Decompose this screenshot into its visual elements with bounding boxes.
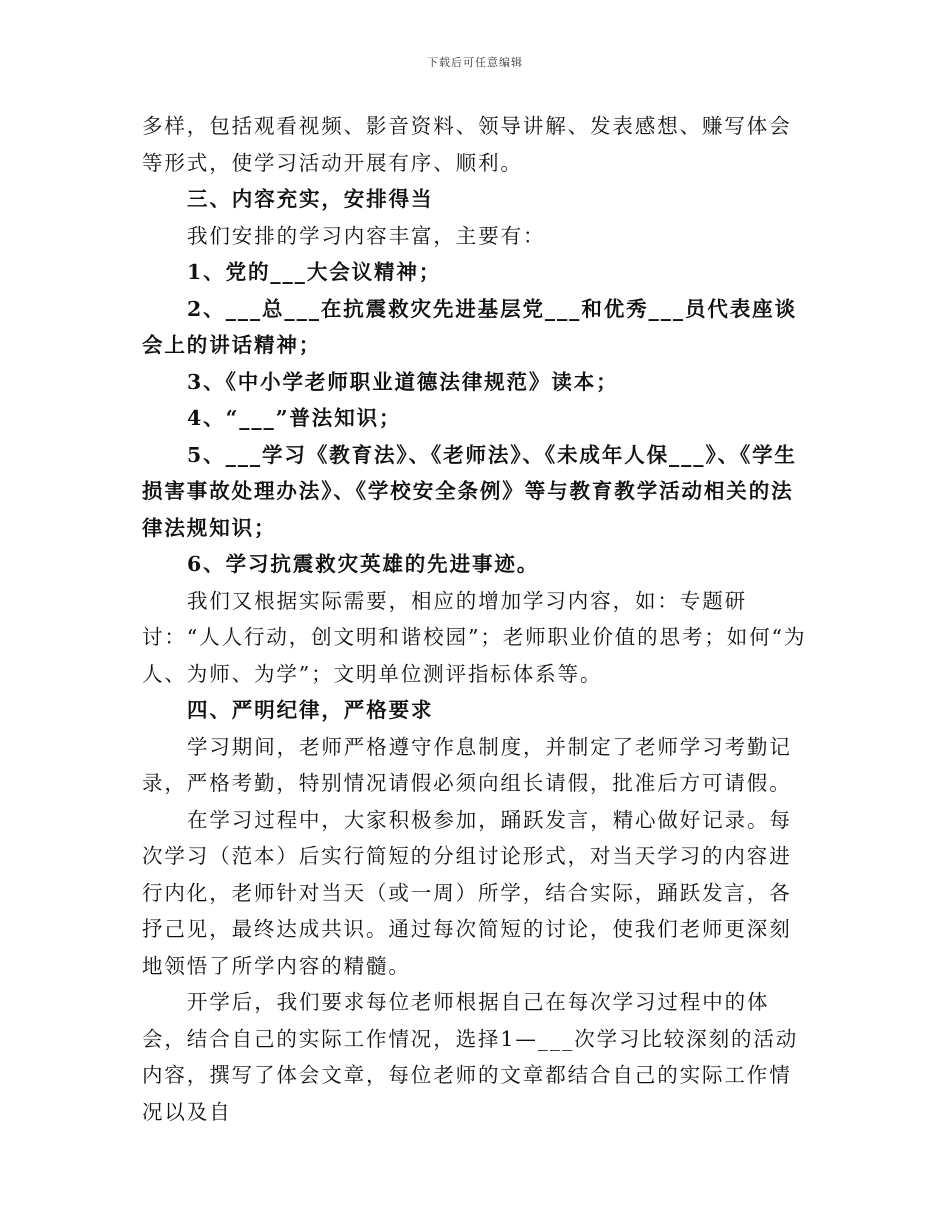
list-item-1: 1、党的___大会议精神；: [187, 260, 442, 284]
list-item-6: 6、学习抗震救灾英雄的先进事迹。: [187, 552, 540, 576]
list-item-5: 5、___学习《教育法》、《老师法》、《未成年人保___》、《学生损害事故处理办法》、《学校安全条例》等与教育教学活动相关的法律法规知识；: [142, 442, 797, 540]
document-body: [142, 108, 812, 1130]
paragraph-attendance: 学习期间，老师严格遵守作息制度，并制定了老师学习考勤记录，严格考勤，特别情况请假必须向组长请假，批准后方可请假。: [142, 734, 792, 795]
list-item-4: 4、“___”普法知识；: [187, 406, 402, 430]
list-item-2: 2、___总___在抗震救灾先进基层党___和优秀___员代表座谈会上的讲话精神；: [142, 296, 797, 357]
page-header: 下载后可任意编辑: [427, 56, 523, 69]
paragraph-discussion: 在学习过程中，大家积极参加，踊跃发言，精心做好记录。每次学习（范本）后实行简短的分组讨论形式，对当天学习的内容进行内化，老师针对当天（或一周）所学，结合实际，踊跃发言，各抒己见，最终达成共识。通过每次简短的讨论，使我们老师更深刻地领悟了所学内容的精髓。: [142, 807, 792, 978]
paragraph-content-intro: 我们安排的学习内容丰富，主要有：: [187, 223, 546, 248]
paragraph-additional-content: 我们又根据实际需要，相应的增加学习内容，如：专题研讨：“人人行动，创文明和谐校园”；老师职业价值的思考；如何“为人、为师、为学”；文明单位测评指标体系等。: [142, 588, 807, 686]
list-item-3: 3、《中小学老师职业道德法律规范》读本；: [187, 369, 619, 394]
paragraph-intro-continued: 多样，包括观看视频、影音资料、领导讲解、发表感想、赚写体会等形式，使学习活动开展有序、顺利。: [142, 114, 792, 175]
paragraph-after-term: 开学后，我们要求每位老师根据自己在每次学习过程中的体会，结合自己的实际工作情况，选择1—___次学习比较深刻的活动内容，撰写了体会文章，每位老师的文章都结合自己的实际工作情况以及自: [142, 990, 799, 1124]
section-heading-4: 四、严明纪律，严格要求: [187, 698, 434, 722]
section-heading-3: 三、内容充实，安排得当: [187, 187, 434, 211]
